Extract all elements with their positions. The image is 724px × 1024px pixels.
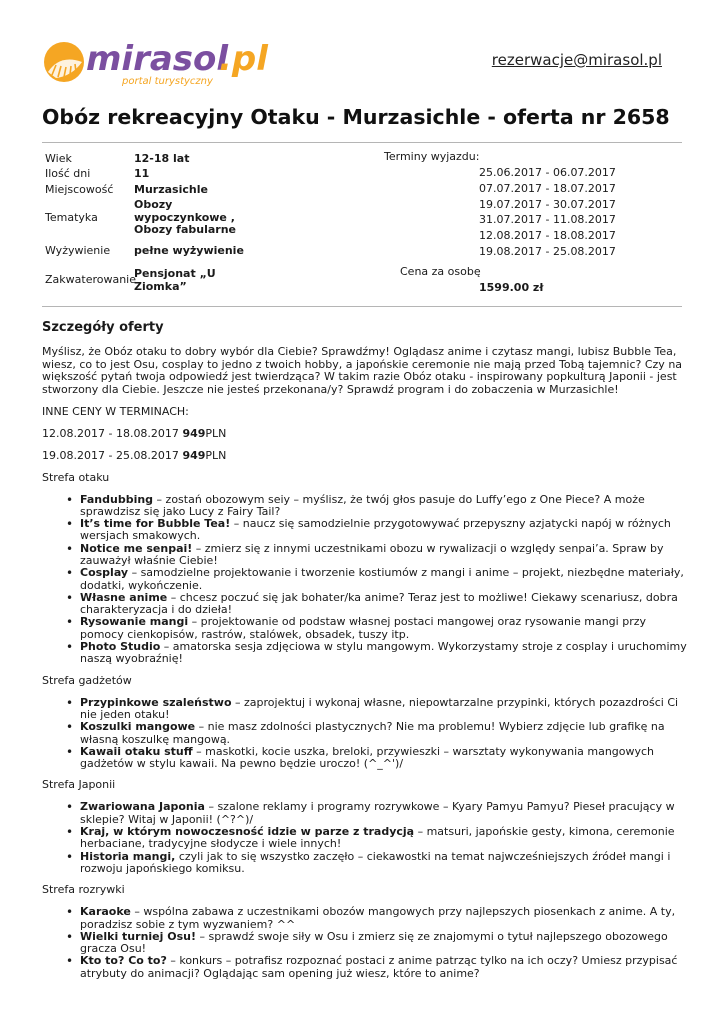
price-label: Cena za osobę [400,265,481,278]
spec-value: Obozy wypoczynkowe , Obozy fabularne [134,198,237,237]
list-item: • Przypinkowe szaleństwo – zaprojektuj i wykonaj własne, niepowtarzalne przypinki, których pozazdrości Ci nie jeden otaku! [42,697,687,722]
other-price-dates: 12.08.2017 - 18.08.2017 [42,426,179,440]
zone-list-otaku [42,494,687,666]
spec-value: Murzasichle [134,183,208,197]
spec-row-age [45,151,345,167]
offer-title: Obóz rekreacyjny Otaku - Murzasichle - oferta nr 2658 [42,105,670,129]
term-date: 25.06.2017 - 06.07.2017 [479,166,616,179]
list-item: • Wielki turniej Osu! – sprawdź swoje siły w Osu i zmierz się ze znajomymi o tytuł najlepszego obozowego gracza Osu! [42,931,687,956]
other-price-amount: 949 [182,448,206,462]
list-item: • Zwariowana Japonia – szalone reklamy i programy rozrywkowe – Kyary Pamyu Pamyu? Pieseł pracujący w sklepie? Witaj w Japonii! (^?^)/ [42,801,687,826]
spec-value: Pensjonat „U Ziomka” [134,267,216,293]
spec-label: Zakwaterowanie [45,273,137,287]
list-item: • Własne anime – chcesz poczuć się jak bohater/ka anime? Teraz jest to możliwe! Ciekawy scenariusz, dobra charakteryzacja i do dzieła! [42,592,687,617]
svg-text:mirasol: mirasol [86,39,229,79]
list-item: • Kto to? Co to? – konkurs – potrafisz rozpoznać postaci z anime patrząc tylko na ich oczy? Umiesz przypisać atrybuty do animacji? Oglądając sam opening już wiesz, które to anime? [42,955,687,980]
divider-bottom [42,306,682,307]
other-price-currency: PLN [205,426,227,440]
spec-row-food [45,238,345,266]
list-item: • Photo Studio – amatorska sesja zdjęciowa w stylu mangowym. Wykorzystamy stroje z cosplay i uruchomimy naszą wyobraźnię! [42,641,687,666]
list-item: • Rysowanie mangi – projektowanie od podstaw własnej postaci mangowej oraz rysowanie mangi przy pomocy cienkopisów, rastrów, stalówek, obsadek, tuszy itp. [42,616,687,641]
svg-text:portal turystyczny: portal turystyczny [122,76,213,87]
list-item: • Notice me senpai! – zmierz się z innymi uczestnikami obozu w rywalizacji o względy senpai’a. Spraw by zauważył właśnie Ciebie! [42,543,687,568]
spec-row-days [45,167,345,183]
details-title: Szczegóły oferty [42,320,164,335]
other-price-dates: 19.08.2017 - 25.08.2017 [42,448,179,462]
list-item: • Fandubbing – zostań obozowym seiy – myślisz, że twój głos pasuje do Luffy’ego z One Piece? A może sprawdzisz się jako Lucy z Fairy Tail? [42,494,687,519]
list-item: • Koszulki mangowe – nie masz zdolności plastycznych? Nie ma problemu! Wybierz zdjęcie lub grafikę na własną koszulkę mangową. [42,721,687,746]
page-header [42,32,682,92]
offer-specs [45,151,345,296]
intro-paragraph: Myślisz, że Obóz otaku to dobry wybór dla Ciebie? Sprawdźmy! Oglądasz anime i czytasz mangi, lubisz Bubble Tea, wiesz, co to jest Osu, cosplay to jedno z twoich hobby, a japońskie ceremonie nie mają przed Tobą tajemnic? Czy na większość pytań twoja odpowiedź jest twierdząca? W takim razie Obóz otaku - inspirowany popkulturą Japonii - jest stworzony dla Ciebie. Jeszcze nie jesteś przekonana/y? Sprawdź program i do zobaczenia w Murzasichle! [42,345,683,396]
term-date: 19.07.2017 - 30.07.2017 [479,197,616,211]
zone-title-japan: Strefa Japonii [42,778,116,792]
list-item: • Kraj, w którym nowoczesność idzie w parze z tradycją – matsuri, japońskie gesty, kimona, ceremonie herbaciane, tradycyjne słodycze i wiele innych! [42,826,687,851]
other-prices-label: INNE CENY W TERMINACH: [42,404,189,418]
term-date: 07.07.2017 - 18.07.2017 [479,181,616,195]
price-value: 1599.00 zł [479,281,544,294]
svg-text:.pl: .pl [219,39,268,79]
terms-label: Terminy wyjazdu: [384,150,480,163]
spec-value: 11 [134,167,150,181]
zone-list-fun [42,906,687,980]
terms-list [384,151,614,262]
list-item: • Historia mangi, czyli jak to się wszystko zaczęło – ciekawostki na temat najwcześniejszych źródeł mangi i rozwoju japońskiego komiksu. [42,851,687,876]
sun-icon [44,42,84,82]
other-price-currency: PLN [205,448,227,462]
term-date: 19.08.2017 - 25.08.2017 [479,244,616,258]
divider-top [42,142,682,143]
list-item: • Kawaii otaku stuff – maskotki, kocie uszka, breloki, przywieszki – warsztaty wykonywania mangowych gadżetów w stylu kawaii. Na pewno będzie uroczo! (^_^')/ [42,746,687,771]
spec-label: Miejscowość [45,183,114,197]
zone-list-japan [42,801,687,875]
spec-label: Wiek [45,151,72,165]
other-price-row [42,428,687,441]
term-date: 31.07.2017 - 11.08.2017 [479,213,616,227]
zone-title-otaku: Strefa otaku [42,470,110,484]
mirasol-logo[interactable] [42,32,272,92]
list-item: • It’s time for Bubble Tea! – naucz się samodzielnie przygotowywać przepyszny azjatycki napój w różnych wersjach smakowych. [42,518,687,543]
other-price-row [42,450,687,463]
list-item: • Karaoke – wspólna zabawa z uczestnikami obozów mangowych przy najlepszych piosenkach z anime. A ty, poradzisz sobie z tym wyzwaniem? ^^ [42,906,687,931]
zone-title-gadgets: Strefa gadżetów [42,673,132,687]
spec-label: Tematyka [45,210,98,224]
spec-value: pełne wyżywienie [134,244,244,258]
spec-row-accommodation [45,266,345,296]
email-link[interactable]: rezerwacje@mirasol.pl [491,51,662,69]
spec-value: 12-18 lat [134,151,190,165]
other-price-amount: 949 [182,426,206,440]
spec-label: Ilość dni [45,167,91,181]
list-item: • Cosplay – samodzielne projektowanie i tworzenie kostiumów z mangi i anime – projekt, niezbędne materiały, dodatki, wykończenie. [42,567,687,592]
term-date: 12.08.2017 - 18.08.2017 [479,229,616,243]
spec-row-place [45,183,345,199]
zone-title-fun: Strefa rozrywki [42,883,125,897]
zone-list-gadgets [42,697,687,771]
offer-details [42,320,687,989]
spec-label: Wyżywienie [45,244,111,258]
spec-row-theme [45,199,345,238]
